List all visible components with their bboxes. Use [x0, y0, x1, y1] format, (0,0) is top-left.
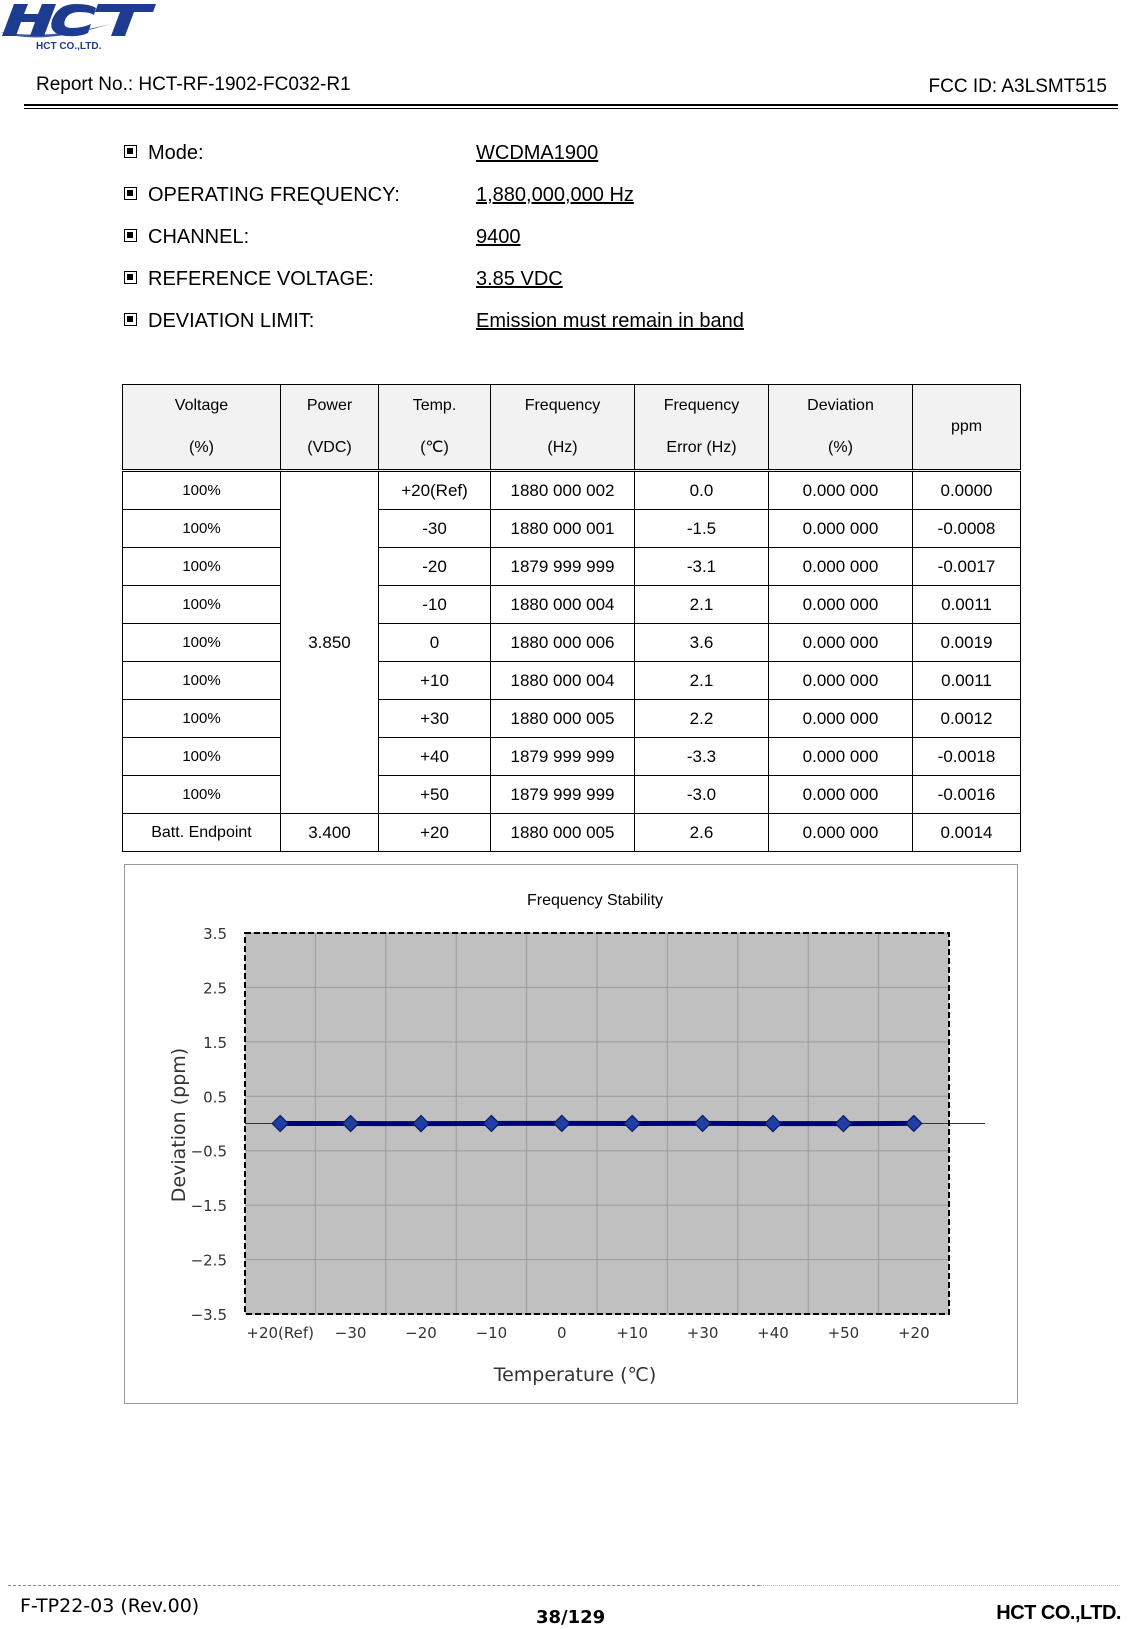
cell-temp: -30 — [379, 510, 491, 548]
cell-voltage: 100% — [123, 624, 281, 662]
x-tick-label: +50 — [827, 1324, 860, 1342]
cell-frequency: 1879 999 999 — [491, 738, 635, 776]
cell-ppm: -0.0008 — [913, 510, 1021, 548]
test-conditions — [124, 142, 924, 352]
info-value: 1,880,000,000 Hz — [476, 184, 634, 206]
cell-ppm: 0.0011 — [913, 586, 1021, 624]
info-value: WCDMA1900 — [476, 142, 599, 164]
cell-deviation: 0.000 000 — [769, 776, 913, 814]
col-header-temp: Temp. (℃) — [379, 385, 491, 471]
cell-error: 0.0 — [635, 471, 769, 510]
chart-title: Frequency Stability — [526, 892, 664, 909]
cell-ppm: 0.0012 — [913, 700, 1021, 738]
info-row-deviation-limit — [124, 310, 924, 352]
header-rule-thin — [24, 108, 1118, 109]
cell-voltage: 100% — [123, 776, 281, 814]
info-value: 9400 — [476, 226, 521, 248]
table-row — [123, 624, 1021, 662]
cell-deviation: 0.000 000 — [769, 624, 913, 662]
info-row-channel — [124, 226, 924, 268]
y-tick-label: −2.5 — [190, 1251, 227, 1270]
x-tick-label: +30 — [686, 1324, 719, 1342]
cell-power: 3.400 — [281, 814, 379, 852]
x-tick-label: +20 — [897, 1324, 930, 1342]
bullet-square-icon — [124, 229, 137, 242]
cell-temp: +20 — [379, 814, 491, 852]
cell-deviation: 0.000 000 — [769, 471, 913, 510]
cell-error: 2.1 — [635, 662, 769, 700]
table-row — [123, 776, 1021, 814]
info-row-voltage — [124, 268, 924, 310]
info-value: 3.85 VDC — [476, 268, 563, 290]
y-tick-label: 2.5 — [203, 979, 227, 998]
y-tick-label: 1.5 — [203, 1033, 227, 1052]
info-label: DEVIATION LIMIT: — [148, 310, 315, 332]
col-header-power: Power (VDC) — [281, 385, 379, 471]
chart-x-axis-label: Temperature (℃) — [493, 1364, 657, 1386]
frequency-stability-chart — [124, 864, 1018, 1404]
header-rule — [24, 104, 1118, 106]
cell-error: 3.6 — [635, 624, 769, 662]
cell-deviation: 0.000 000 — [769, 814, 913, 852]
cell-error: -3.0 — [635, 776, 769, 814]
cell-deviation: 0.000 000 — [769, 510, 913, 548]
y-tick-label: −0.5 — [190, 1142, 227, 1161]
chart-svg — [125, 865, 1017, 1403]
cell-ppm: 0.0014 — [913, 814, 1021, 852]
cell-deviation: 0.000 000 — [769, 586, 913, 624]
info-label: Mode: — [148, 142, 204, 164]
table-row — [123, 471, 1021, 510]
cell-temp: +10 — [379, 662, 491, 700]
report-number: Report No.: HCT-RF-1902-FC032-R1 — [36, 74, 351, 95]
cell-temp: +50 — [379, 776, 491, 814]
footer-company-logo: HCT CO.,LTD. — [996, 1602, 1121, 1624]
info-value: Emission must remain in band — [476, 310, 744, 332]
y-tick-label: 3.5 — [203, 925, 227, 943]
col-header-frequency: Frequency (Hz) — [491, 385, 635, 471]
cell-error: 2.2 — [635, 700, 769, 738]
cell-ppm: 0.0011 — [913, 662, 1021, 700]
cell-voltage: 100% — [123, 471, 281, 510]
x-tick-label: 0 — [557, 1324, 567, 1342]
cell-ppm: 0.0000 — [913, 471, 1021, 510]
cell-error: -1.5 — [635, 510, 769, 548]
x-tick-label: +20(Ref) — [246, 1324, 315, 1342]
table-row — [123, 548, 1021, 586]
cell-frequency: 1880 000 005 — [491, 700, 635, 738]
table-row — [123, 738, 1021, 776]
fcc-id: FCC ID: A3LSMT515 — [928, 76, 1107, 97]
cell-temp: +40 — [379, 738, 491, 776]
cell-voltage: 100% — [123, 738, 281, 776]
info-label: REFERENCE VOLTAGE: — [148, 268, 374, 290]
cell-frequency: 1879 999 999 — [491, 548, 635, 586]
col-header-ppm: ppm — [913, 385, 1021, 471]
y-tick-label: −3.5 — [190, 1306, 227, 1324]
col-header-frequency-error: Frequency Error (Hz) — [635, 385, 769, 471]
cell-ppm: 0.0019 — [913, 624, 1021, 662]
bullet-square-icon — [124, 145, 137, 158]
info-label: CHANNEL: — [148, 226, 250, 248]
footer-rule-dotted — [760, 1585, 1120, 1586]
cell-deviation: 0.000 000 — [769, 738, 913, 776]
cell-voltage: 100% — [123, 586, 281, 624]
cell-frequency: 1879 999 999 — [491, 776, 635, 814]
x-tick-label: −30 — [334, 1324, 367, 1342]
bullet-square-icon — [124, 187, 137, 200]
info-row-frequency — [124, 184, 924, 226]
cell-ppm: -0.0018 — [913, 738, 1021, 776]
cell-frequency: 1880 000 006 — [491, 624, 635, 662]
table-header-row — [123, 385, 1021, 471]
x-tick-label: −20 — [405, 1324, 437, 1342]
table-row-endpoint — [123, 814, 1021, 852]
y-tick-label: −1.5 — [190, 1197, 227, 1216]
col-header-voltage: Voltage (%) — [123, 385, 281, 471]
frequency-stability-table — [122, 384, 1021, 852]
cell-temp: -20 — [379, 548, 491, 586]
svg-text:HCT CO.,LTD.: HCT CO.,LTD. — [36, 41, 102, 52]
cell-error: 2.6 — [635, 814, 769, 852]
cell-error: 2.1 — [635, 586, 769, 624]
cell-temp: -10 — [379, 586, 491, 624]
cell-voltage: 100% — [123, 548, 281, 586]
page-number: 38/129 — [536, 1607, 606, 1628]
form-number: F-TP22-03 (Rev.00) — [20, 1595, 200, 1617]
cell-voltage: 100% — [123, 510, 281, 548]
x-tick-label: +10 — [616, 1324, 649, 1342]
cell-frequency: 1880 000 005 — [491, 814, 635, 852]
bullet-square-icon — [124, 313, 137, 326]
cell-frequency: 1880 000 001 — [491, 510, 635, 548]
cell-frequency: 1880 000 004 — [491, 662, 635, 700]
cell-voltage: Batt. Endpoint — [123, 814, 281, 852]
bullet-square-icon — [124, 271, 137, 284]
cell-error: -3.1 — [635, 548, 769, 586]
col-header-deviation: Deviation (%) — [769, 385, 913, 471]
table-row — [123, 586, 1021, 624]
y-tick-label: 0.5 — [203, 1088, 227, 1107]
cell-deviation: 0.000 000 — [769, 548, 913, 586]
x-tick-label: +40 — [757, 1324, 789, 1342]
footer-rule — [8, 1585, 760, 1586]
cell-temp: 0 — [379, 624, 491, 662]
cell-temp: +30 — [379, 700, 491, 738]
info-label: OPERATING FREQUENCY: — [148, 184, 400, 206]
cell-voltage: 100% — [123, 662, 281, 700]
hct-logo — [0, 0, 160, 56]
cell-frequency: 1880 000 002 — [491, 471, 635, 510]
x-tick-label: −10 — [475, 1324, 508, 1342]
chart-y-axis-label: Deviation (ppm) — [168, 1047, 190, 1203]
cell-deviation: 0.000 000 — [769, 700, 913, 738]
cell-temp: +20(Ref) — [379, 471, 491, 510]
table-row — [123, 510, 1021, 548]
cell-ppm: -0.0017 — [913, 548, 1021, 586]
cell-voltage: 100% — [123, 700, 281, 738]
table-row — [123, 700, 1021, 738]
cell-deviation: 0.000 000 — [769, 662, 913, 700]
table-row — [123, 662, 1021, 700]
cell-frequency: 1880 000 004 — [491, 586, 635, 624]
cell-ppm: -0.0016 — [913, 776, 1021, 814]
info-row-mode — [124, 142, 924, 184]
cell-power: 3.850 — [281, 471, 379, 814]
cell-error: -3.3 — [635, 738, 769, 776]
